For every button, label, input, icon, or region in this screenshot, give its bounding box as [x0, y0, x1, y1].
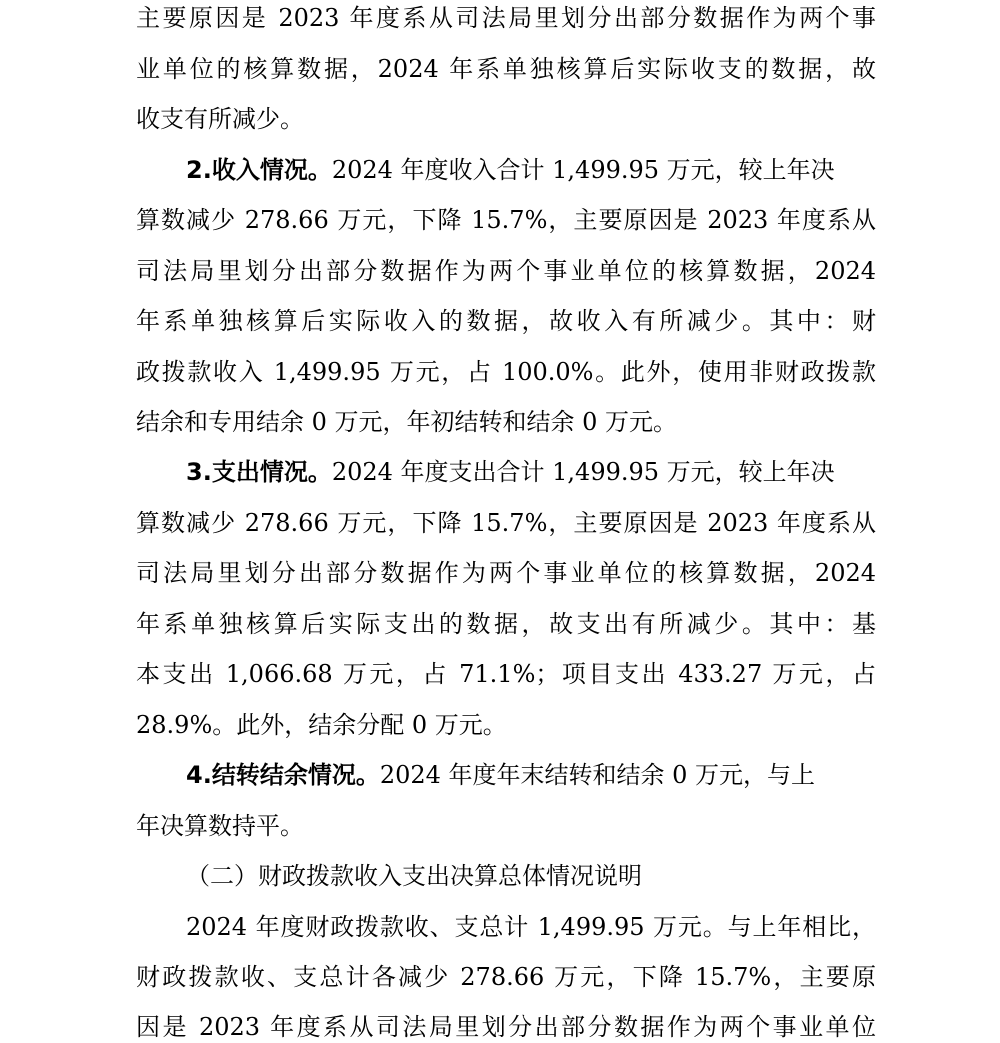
- section-heading: 4.结转结余情况。: [186, 761, 380, 789]
- paragraph-first-line: [186, 760, 815, 790]
- text-line: 算数减少 278.66 万元，下降 15.7%，主要原因是 2023 年度系从: [136, 206, 876, 234]
- text-line: 本支出 1,066.68 万元，占 71.1%；项目支出 433.27 万元，占: [136, 660, 876, 688]
- section-title: （二）财政拨款收入支出决算总体情况说明: [186, 862, 642, 890]
- text-line: 因是 2023 年度系从司法局里划分出部分数据作为两个事业单位: [136, 1013, 876, 1041]
- text-line: 主要原因是 2023 年度系从司法局里划分出部分数据作为两个事: [136, 4, 876, 32]
- text-run: 2024 年度收入合计 1,499.95 万元，较上年决: [331, 156, 835, 184]
- paragraph-first-line: [186, 155, 835, 185]
- text-line: 算数减少 278.66 万元，下降 15.7%，主要原因是 2023 年度系从: [136, 509, 876, 537]
- text-line: 结余和专用结余 0 万元，年初结转和结余 0 万元。: [136, 408, 678, 436]
- text-line: 司法局里划分出部分数据作为两个事业单位的核算数据，2024: [136, 257, 876, 285]
- section-heading: 2.收入情况。: [186, 156, 332, 184]
- text-run: 2024 年度支出合计 1,499.95 万元，较上年决: [331, 458, 835, 486]
- paragraph-first-line: [186, 457, 835, 487]
- text-line: 年决算数持平。: [136, 812, 304, 840]
- text-line: 政拨款收入 1,499.95 万元，占 100.0%。此外，使用非财政拨款: [136, 358, 876, 386]
- text-line: 业单位的核算数据，2024 年系单独核算后实际收支的数据，故: [136, 55, 876, 83]
- section-heading: 3.支出情况。: [186, 458, 332, 486]
- text-run: 2024 年度年末结转和结余 0 万元，与上: [379, 761, 816, 789]
- text-line: 2024 年度财政拨款收、支总计 1,499.95 万元。与上年相比，: [186, 913, 876, 941]
- text-line: 年系单独核算后实际收入的数据，故收入有所减少。其中：财: [136, 307, 876, 335]
- text-line: 财政拨款收、支总计各减少 278.66 万元，下降 15.7%，主要原: [136, 963, 876, 991]
- text-line: 28.9%。此外，结余分配 0 万元。: [136, 711, 507, 739]
- text-line: 收支有所减少。: [136, 105, 304, 133]
- text-line: 司法局里划分出部分数据作为两个事业单位的核算数据，2024: [136, 559, 876, 587]
- text-line: 年系单独核算后实际支出的数据，故支出有所减少。其中：基: [136, 610, 876, 638]
